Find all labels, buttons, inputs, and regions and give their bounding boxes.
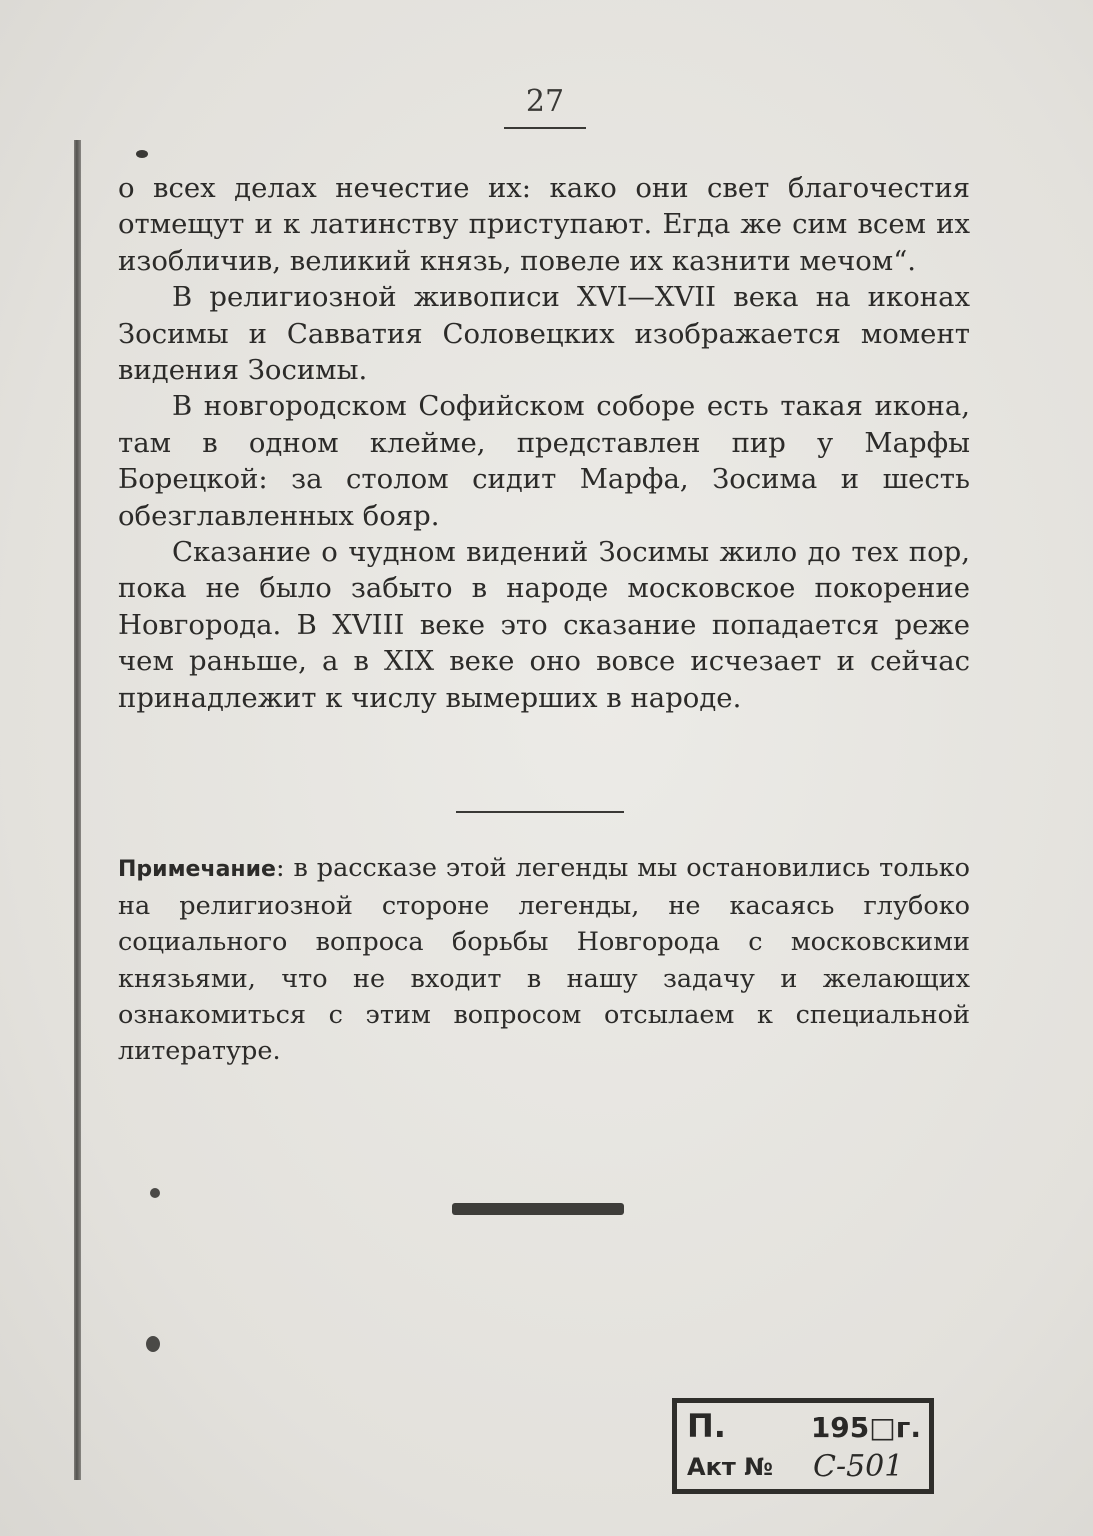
binding-edge [74, 140, 81, 1480]
spine-speck [136, 150, 148, 158]
ink-blot [150, 1188, 160, 1198]
paragraph: о всех делах нечестие их: како они свет благочестия отмещут и к латинству приступают. Егда же сим всем их изобличив, великий князь, повеле их казнити мечом“. [118, 172, 970, 277]
page-number-underline [504, 127, 586, 129]
stamp-year: 195□г. [810, 1411, 921, 1444]
note-text: : в рассказе этой легенды мы остановились только на религиозной стороне легенды, не касаясь глубоко социального вопроса борьбы Новгорода с московскими князьями, что не входит в нашу задачу и желающих ознакомиться с этим вопросом отсылаем к специальной литературе. [118, 853, 970, 1067]
stamp-act-number: С-501 [813, 1449, 904, 1484]
paragraph: Сказание о чудном видений Зосимы жило до тех пор, пока не было забыто в народе московское покорение Новгорода. В XVIII веке это сказание попадается реже чем раньше, а в XIX веке оно вовсе исчезает и сейчас принадлежит к числу вымерших в народе. [118, 536, 970, 714]
paragraph: В новгородском Софийском соборе есть такая икона, там в одном клейме, представлен пир у Марфы Борецкой: за столом сидит Марфа, Зосима и шесть обезглавленных бояр. [118, 390, 970, 532]
section-divider [456, 811, 624, 813]
stamp-p-label: П. [687, 1407, 726, 1445]
ink-blot [146, 1336, 160, 1352]
stamp-act-label: Акт № [687, 1453, 774, 1481]
end-ornament-bar [452, 1203, 624, 1215]
page-number: 27 [525, 84, 565, 119]
archive-stamp [672, 1398, 934, 1494]
body-text [118, 170, 970, 716]
paragraph: В религиозной живописи XVI—XVII века на иконах Зосимы и Савватия Соловецких изображается момент видения Зосимы. [118, 281, 970, 387]
note-label: Примечание [118, 857, 276, 882]
footnote [118, 850, 970, 1069]
